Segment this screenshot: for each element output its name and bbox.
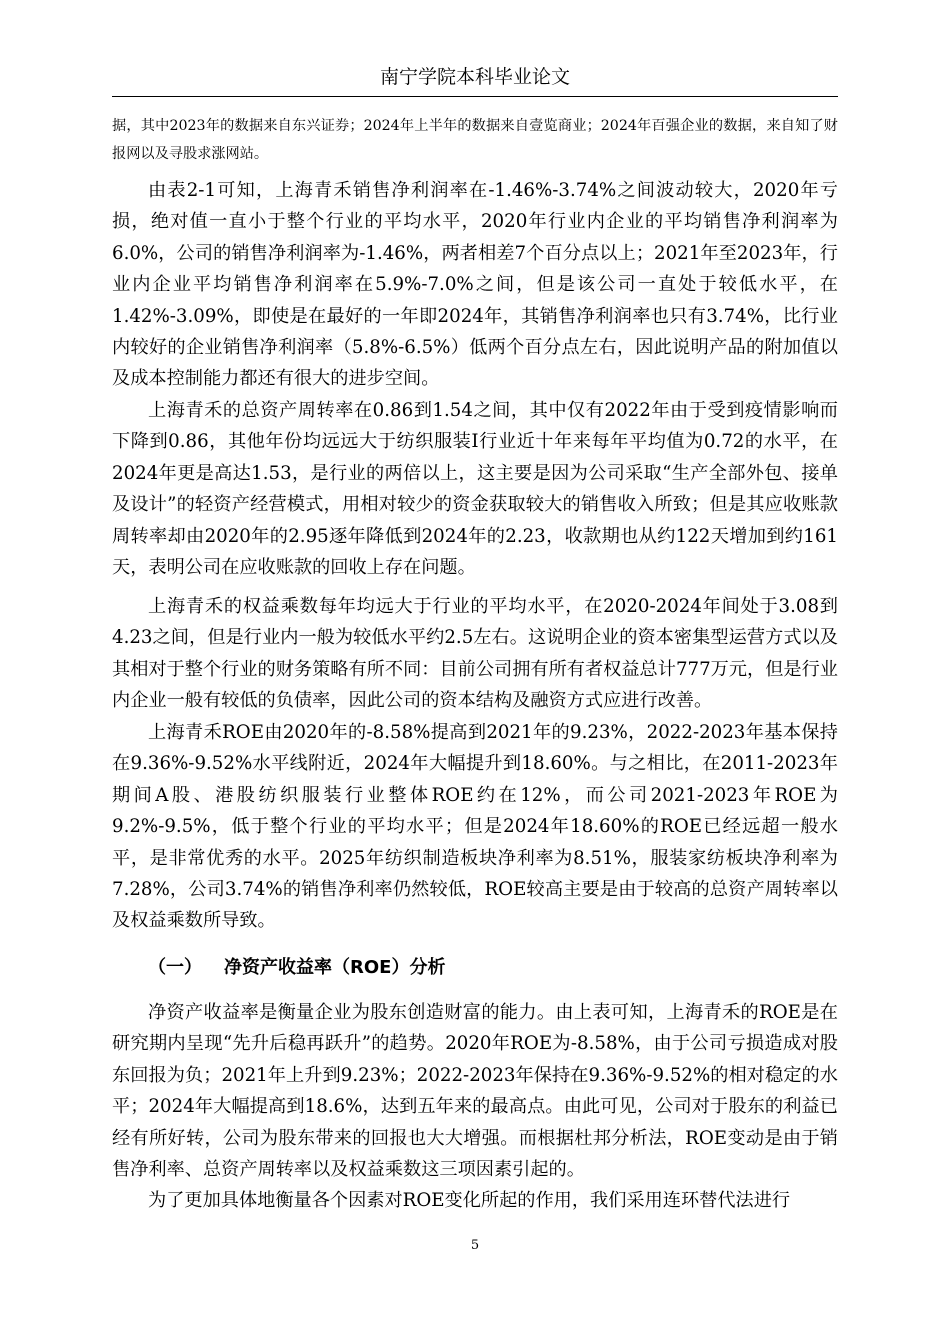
paragraph-equity-multiplier: 上海青禾的权益乘数每年均远大于行业的平均水平，在2020-2024年间处于3.08到4.23之间，但是行业内一般为较低水平约2.5左右。这说明企业的资本密集型运营方式以及其相对于整个行业的财务策略有所不同：目前公司拥有所有者权益总计777万元，但是行业内企业一般有较低的负债率，因此公司的资本结构及融资方式应进行改善。 [112,596,838,712]
section-heading-title: 净资产收益率（ROE）分析 [224,957,446,978]
section-heading [148,952,838,984]
paragraph-substitution-method: 为了更加具体地衡量各个因素对ROE变化所起的作用，我们采用连环替代法进行 [148,1190,791,1211]
paragraph-net-profit-margin: 由表2-1可知，上海青禾销售净利润率在-1.46%-3.74%之间波动较大，2020年亏损，绝对值一直小于整个行业的平均水平，2020年行业内企业的平均销售净利润率为6.0%，公司的销售净利润率为-1.46%，两者相差7个百分点以上；2021年至2023年，行业内企业平均销售净利润率在5.9%-7.0%之间，但是该公司一直处于较低水平，在1.42%-3.09%，即使是在最好的一年即2024年，其销售净利润率也只有3.74%，比行业内较好的企业销售净利润率（5.8%-6.5%）低两个百分点左右，因此说明产品的附加值以及成本控制能力都还有很大的进步空间。 [112,180,838,390]
paragraph-roe-comparison: 上海青禾ROE由2020年的-8.58%提高到2021年的9.23%，2022-2023年基本保持在9.36%-9.52%水平线附近，2024年大幅提升到18.60%。与之相比，在2011-2023年期间A股、港股纺织服装行业整体ROE约在12%，而公司2021-2023年ROE为9.2%-9.5%，低于整个行业的平均水平；但是2024年18.60%的ROE已经远超一般水平，是非常优秀的水平。2025年纺织制造板块净利率为8.51%，服装家纺板块净利率为7.28%，公司3.74%的销售净利率仍然较低，ROE较高主要是由于较高的总资产周转率以及权益乘数所导致。 [112,722,838,932]
paragraph-roe-analysis: 净资产收益率是衡量企业为股东创造财富的能力。由上表可知，上海青禾的ROE是在研究期内呈现“先升后稳再跃升”的趋势。2020年ROE为-8.58%，由于公司亏损造成对股东回报为负；2021年上升到9.23%；2022-2023年保持在9.36%-9.52%的相对稳定的水平；2024年大幅提高到18.6%，达到五年来的最高点。由此可见，公司对于股东的利益已经有所好转，公司为股东带来的回报也大大增强。而根据杜邦分析法，ROE变动是由于销售净利率、总资产周转率以及权益乘数这三项因素引起的。 [112,1002,838,1181]
header-divider [112,96,838,97]
section-heading-number: （一） [148,957,202,978]
page-number: 5 [470,1238,480,1253]
paragraph-asset-turnover: 上海青禾的总资产周转率在0.86到1.54之间，其中仅有2022年由于受到疫情影响而下降到0.86，其他年份均远远大于纺织服装I行业近十年来每年平均值为0.72的水平，在2024年更是高达1.53，是行业的两倍以上，这主要是因为公司采取“生产全部外包、接单及设计”的轻资产经营模式，用相对较少的资金获取较大的销售收入所致；但是其应收账款周转率却由2020年的2.95逐年降低到2024年的2.23，收款期也从约122天增加到约161天，表明公司在应收账款的回收上存在问题。 [112,400,838,579]
page-header-title: 南宁学院本科毕业论文 [379,66,570,88]
data-source-note: 据，其中2023年的数据来自东兴证券；2024年上半年的数据来自壹览商业；2024年百强企业的数据，来自知了财报网以及寻股求涨网站。 [112,118,838,162]
